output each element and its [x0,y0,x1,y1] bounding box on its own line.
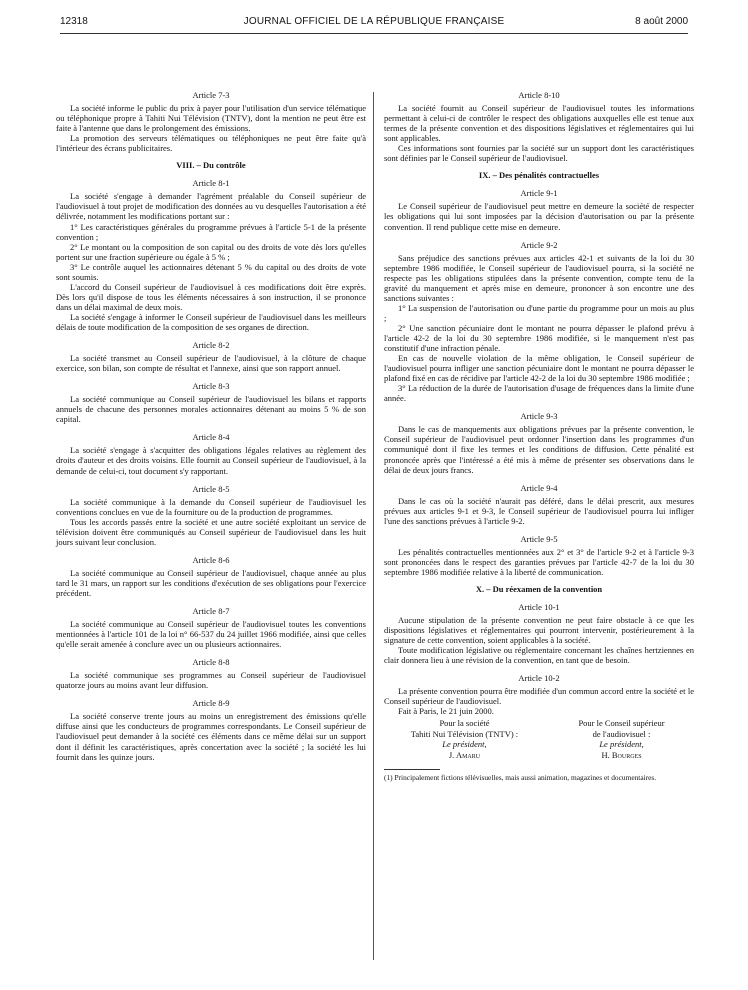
article-8-1-paragraph: La société s'engage à demander l'agrément préalable du Conseil supérieur de l'audiovisuel à tout projet de modification des données au vu desquelles l'autorisation a été délivrée, notamment les modifications portant sur : [56,191,366,222]
article-8-1-paragraph: L'accord du Conseil supérieur de l'audiovisuel à ces modifications doit être exprès. Dès lors qu'il dispose de tous les éléments nécessaires à son instruction, il se prononce dans un délai maximal de deux mois. [56,281,366,312]
signature-csa-role: Le président, [599,739,644,750]
signing-place-date: Fait à Paris, le 21 juin 2000. [398,706,494,717]
signature-company [392,718,537,760]
article-8-5-title: Article 8-5 [192,483,230,494]
article-8-10-paragraph: Ces informations sont fournies par la société sur un support dont les caractéristiques sont définies par le Conseil supérieur de l'audiovisuel. [384,143,694,164]
article-10-2-title: Article 10-2 [518,673,560,684]
article-8-2-paragraph: La société transmet au Conseil supérieur de l'audiovisuel, à la clôture de chaque exercice, son bilan, son compte de résultat et l'annexe, ainsi que son rapport annuel. [56,353,366,374]
signature-company-role: Le président, [442,739,487,750]
right-column [384,90,694,782]
article-7-3-title: Article 7-3 [192,90,230,100]
article-8-8-paragraph: La société communique ses programmes au Conseil supérieur de l'audiovisuel quatorze jours au moins avant leur diffusion. [56,670,366,691]
article-9-2-paragraph: 3° La réduction de la durée de l'autorisation d'usage de fréquences dans la limite d'une année. [384,383,694,404]
article-8-1-paragraph: 2° Le montant ou la composition de son capital ou des droits de vote dès lors qu'elles portent sur une fraction supérieure ou égale à 5 % ; [56,241,366,262]
page-header [60,14,688,30]
article-9-3-paragraph: Dans le cas de manquements aux obligations prévues par la présente convention, le Conseil supérieur de l'audiovisuel peut ordonner l'insertion dans les programmes d'un communiqué dont il fixe les termes et les conditions de diffusion. Cette pénalité est prononcée après que l'intéressé a été mis à même de présenter ses observations dans le délai de deux jours francs. [384,424,694,475]
article-9-2-paragraph: 2° Une sanction pécuniaire dont le montant ne pourra dépasser le plafond prévu à l'article 42-2 de la loi du 30 septembre 1986 modifiée, si le manquement n'est pas constitutif d'une infraction pénale. [384,322,694,354]
article-8-10-paragraph: La société fournit au Conseil supérieur de l'audiovisuel toutes les informations permettant à celui-ci de contrôler le respect des obligations auxquelles elle est tenue aux termes de la présente convention et des dispositions législatives et réglementaires qui lui sont applicables. [384,103,694,144]
article-8-3-paragraph: La société communique au Conseil supérieur de l'audiovisuel les bilans et rapports annuels de chacune des personnes morales actionnaires détenant au moins 5 % de son capital. [56,394,366,425]
article-9-2-paragraph: 1° La suspension de l'autorisation ou d'une partie du programme pour un mois au plus ; [384,302,694,323]
article-9-3-title: Article 9-3 [520,411,558,422]
signature-csa-line: de l'audiovisuel : [592,728,651,739]
article-9-4-paragraph: Dans le cas où la société n'aurait pas déféré, dans le délai prescrit, aux mesures prévues aux articles 9-1 et 9-3, le Conseil supérieur de l'audiovisuel pourra lui infliger l'une des sanctions prévues à l'article 9-2. [384,495,694,526]
article-8-8-title: Article 8-8 [192,657,230,668]
article-9-2-paragraph: Sans préjudice des sanctions prévues aux articles 42-1 et suivants de la loi du 30 septembre 1986 modifiée, le Conseil supérieur de l'audiovisuel pourra, si la société ne respecte pas les obligations stipulées dans la présente convention, compte tenu de la gravité du manquement et après mise en demeure, prononcer à son encontre une des sanctions suivantes : [384,252,694,303]
article-9-5-paragraph: Les pénalités contractuelles mentionnées aux 2° et 3° de l'article 9-2 et à l'article 9-3 sont prononcées dans le respect des garanties prévues par l'article 42-7 de la loi du 30 septembre 1986 modifiée relative à la liberté de communication. [384,546,694,577]
article-8-7-title: Article 8-7 [192,606,230,617]
footnote: (1) Principalement fictions télévisuelles, mais aussi animation, magazines et documentaires. [384,773,657,783]
article-8-2-title: Article 8-2 [192,340,230,351]
article-8-1-paragraph: 1° Les caractéristiques générales du programme prévues à l'article 5-1 de la présente convention ; [56,221,366,242]
article-8-6-paragraph: La société communique au Conseil supérieur de l'audiovisuel, chaque année au plus tard le 31 mars, un rapport sur les conditions d'exécution de ses obligations pour l'exercice précédent. [56,567,366,598]
article-9-1-title: Article 9-1 [520,188,558,199]
article-8-1-paragraph: 3° Le contrôle auquel les actionnaires détenant 5 % du capital ou des droits de vote sont soumis. [56,261,366,282]
section-8-title: VIII. – Du contrôle [176,160,246,171]
signature-company-line: Tahiti Nui Télévision (TNTV) : [410,728,519,739]
article-9-5-title: Article 9-5 [520,533,558,544]
article-9-2-paragraph: En cas de nouvelle violation de la même obligation, le Conseil supérieur de l'audiovisuel pourra infliger une sanction pécuniaire dont le montant ne pourra dépasser le plafond fixé en cas de récidive par l'article 42-2 de la loi du 30 septembre 1986 modifiée ; [384,353,694,384]
article-8-5-paragraph: La société communique à la demande du Conseil supérieur de l'audiovisuel les conventions conclues en vue de la fourniture ou de la production de programmes. [56,496,366,517]
article-10-1-paragraph: Aucune stipulation de la présente convention ne peut faire obstacle à ce que les dispositions législatives et réglementaires qui pourront intervenir, postérieurement à la signature de cette convention, soient applicables à la société. [384,615,694,646]
article-9-2-title: Article 9-2 [520,239,558,250]
article-8-7-paragraph: La société communique au Conseil supérieur de l'audiovisuel toutes les conventions mentionnées à l'article 101 de la loi n° 66-537 du 24 juillet 1966 modifiée, ainsi que celles qu'elle serait amenée à conclure avec un ou plusieurs actionnaires. [56,619,366,650]
section-10-title: X. – Du réexamen de la convention [475,583,603,594]
signature-block [384,718,694,760]
article-10-1-paragraph: Toute modification législative ou réglementaire concernant les chaînes hertziennes en clair donnera lieu à une révision de la convention, en tant que de besoin. [384,645,694,666]
signature-csa-line: Pour le Conseil supérieur [578,718,665,729]
article-8-1-title: Article 8-1 [192,178,230,189]
article-8-9-title: Article 8-9 [192,698,230,709]
article-8-4-paragraph: La société s'engage à s'acquitter des obligations légales relatives au règlement des droits d'auteur et des droits voisins. Elle fournit au Conseil supérieur de l'audiovisuel, à la demande de celui-ci, tout document s'y rapportant. [56,445,366,476]
left-column [56,90,366,762]
column-divider [373,92,374,960]
article-8-1-paragraph: La société s'engage à informer le Conseil supérieur de l'audiovisuel dans les meilleurs délais de toute modification de la composition de ses organes de direction. [56,311,366,332]
article-9-1-paragraph: Le Conseil supérieur de l'audiovisuel peut mettre en demeure la société de respecter les obligations qui lui sont imposées par la décision d'autorisation ou par la présente convention. Il rend publique cette mise en demeure. [384,201,694,232]
signature-csa [549,718,694,760]
header-rule [60,33,688,34]
article-8-4-title: Article 8-4 [192,432,230,443]
publication-date: 8 août 2000 [635,16,688,27]
signature-csa-name: H. Bourges [601,749,642,760]
journal-title: JOURNAL OFFICIEL DE LA RÉPUBLIQUE FRANÇAISE [243,16,505,27]
article-8-3-title: Article 8-3 [192,381,230,392]
article-9-4-title: Article 9-4 [520,482,558,493]
article-8-10-title: Article 8-10 [518,90,560,100]
page-number: 12318 [60,16,88,27]
article-7-3-paragraph: La société informe le public du prix à payer pour l'utilisation d'un service télématique ou téléphonique propre à Tahiti Nui Télévision (TNTV), dont la mention ne peut être est faite à l'antenne que dans le prolongement des émissions. [56,103,366,134]
signature-company-name: J. Amaru [448,749,481,760]
article-8-6-title: Article 8-6 [192,554,230,565]
signature-company-line: Pour la société [439,718,490,729]
footnote-rule [384,769,440,770]
article-10-1-title: Article 10-1 [518,602,560,613]
article-7-3-paragraph: La promotion des serveurs télématiques ou téléphoniques ne peut être faite qu'à l'intérieur des écrans publicitaires. [56,133,366,154]
article-8-5-paragraph: Tous les accords passés entre la société et une autre société exploitant un service de télévision doivent être communiqués au Conseil supérieur de l'audiovisuel dans les huit jours suivant leur conclusion. [56,516,366,547]
article-8-9-paragraph: La société conserve trente jours au moins un enregistrement des émissions qu'elle diffuse ainsi que les conducteurs de programmes correspondants. Le Conseil supérieur de l'audiovisuel peut demander à la société ces éléments dans ce même délai sur un support dont il définit les caractéristiques, après concertation avec la société ; la société les lui fournit dans les quinze jours. [56,711,366,762]
article-10-2-paragraph: La présente convention pourra être modifiée d'un commun accord entre la société et le Conseil supérieur de l'audiovisuel. [384,686,694,707]
section-9-title: IX. – Des pénalités contractuelles [478,170,600,181]
